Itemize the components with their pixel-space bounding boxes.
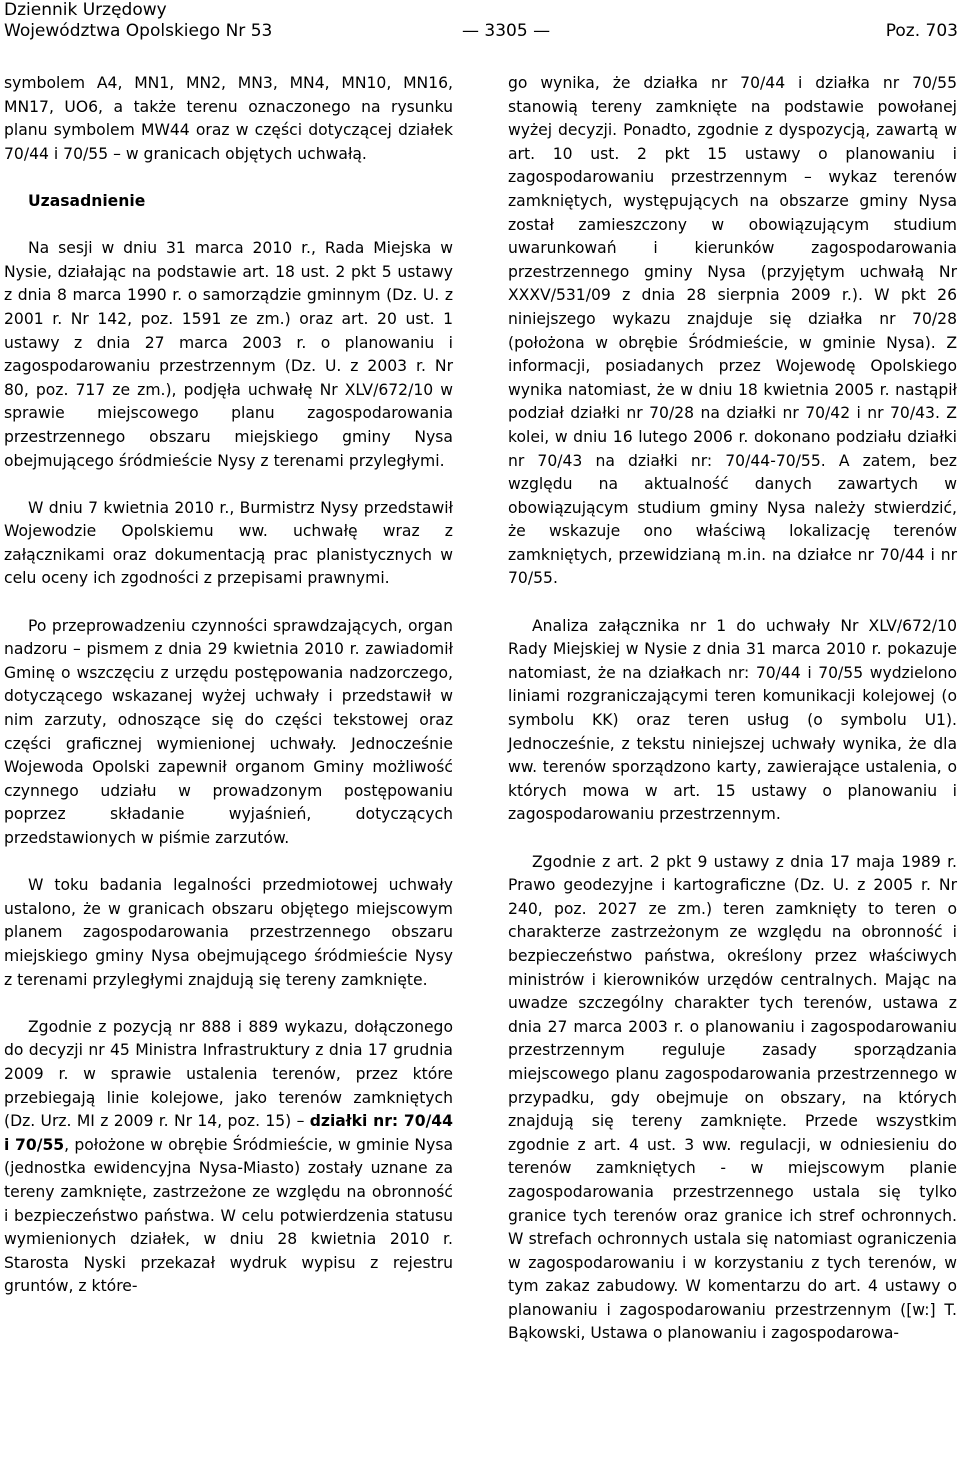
right-column xyxy=(508,72,957,1346)
journal-subtitle: Województwa Opolskiego Nr 53 xyxy=(4,21,273,41)
paragraph xyxy=(4,1016,453,1299)
journal-title: Dziennik Urzędowy xyxy=(4,0,167,20)
paragraph: Zgodnie z art. 2 pkt 9 ustawy z dnia 17 maja 1989 r. Prawo geodezyjne i kartograficzne (Dz. U. z 2005 r. Nr 240, poz. 2027 ze zm.) teren zamknięty to teren o charakterze zastrzeżonym ze względu na obronność i bezpieczeństwo państwa, określony przez właściwych ministrów i kierowników urzędów centralnych. Mając na uwadze szczególny charakter tych terenów, ustawa z dnia 27 marca 2003 r. o planowaniu i zagospodarowaniu przestrzennym reguluje zasady sporządzania miejscowego planu zagospodarowania przestrzennego w przypadku, gdy obejmuje on obszary, na których znajdują się tereny zamknięte. Przede wszystkim zgodnie z art. 4 ust. 3 ww. regulacji, w odniesieniu do terenów zamkniętych - w miejscowym planie zagospodarowania przestrzennego ustala się tylko granice tych terenów oraz granice ich stref ochronnych. W strefach ochronnych ustala się natomiast ograniczenia w zagospodarowaniu i w korzystaniu z tych terenów, w tym zakaz zabudowy. W komentarzu do art. 4 ustawy o planowaniu i zagospodarowaniu przestrzennym ([w:] T. Bąkowski, Ustawa o planowaniu i zagospodarowa- xyxy=(508,852,957,1343)
paragraph: Analiza załącznika nr 1 do uchwały Nr XLV/672/10 Rady Miejskiej w Nysie z dnia 31 marca 2010 r. pokazuje natomiast, że na działkach nr: 70/44 i 70/55 wydzielono liniami rozgraniczającymi teren komunikacji kolejowej (o symbolu KK) oraz teren usług (o symbolu U1). Jednocześnie, z tekstu niniejszej uchwały wynika, że dla ww. terenów sporządzono karty, zawierające ustalenia, o których mowa w art. 15 ustawy o planowaniu i zagospodarowaniu przestrzennym. xyxy=(508,616,957,824)
paragraph: go wynika, że działka nr 70/44 i działka nr 70/55 stanowią tereny zamknięte na podstawie powołanej wyżej decyzji. Ponadto, zgodnie z dyspozycją, zawartą w art. 10 ust. 2 pkt 15 ustawy o planowaniu i zagospodarowaniu przestrzennym – wykaz terenów zamkniętych, występujących na obszarze gminy Nysa został zamieszczony w obowiązującym studium uwarunkowań i kierunków zagospodarowania przestrzennego gminy Nysa (przyjętym uchwałą Nr XXXV/531/09 z dnia 28 sierpnia 2009 r.). W pkt 26 niniejszego wykazu znajduje się działka nr 70/28 (położona w obrębie Śródmieście, w gminie Nysa). Z informacji, posiadanych przez Wojewodę Opolskiego wynika natomiast, że w dniu 18 kwietnia 2005 r. nastąpił podział działki nr 70/28 na działki nr 70/42 i nr 70/43. Z kolei, w dniu 16 lutego 2006 r. dokonano podziału działki nr 70/43 na działki nr: 70/44-70/55. A zatem, bez względu na aktualność danych zawartych w obowiązującym studium gminy Nysa należy stwierdzić, że wskazuje ono właściwą lokalizację terenów zamkniętych, przewidzianą m.in. na działce nr 70/44 i nr 70/55. xyxy=(508,74,957,588)
paragraph: Po przeprowadzeniu czynności sprawdzających, organ nadzoru – pismem z dnia 29 kwietnia 2010 r. zawiadomił Gminę o wszczęciu z urzędu postępowania nadzorczego, dotyczącego wskazanej wyżej uchwały i przedstawił w nim zarzuty, odnoszące się do części tekstowej oraz części graficznej wymienionej uchwały. Jednocześnie Wojewoda Opolski zapewnił organom Gminy możliwość czynnego udziału w prowadzonym postępowaniu poprzez składanie wyjaśnień, dotyczących przedstawionych w piśmie zarzutów. xyxy=(4,616,453,847)
page-header xyxy=(4,0,958,42)
left-column xyxy=(4,72,453,1299)
page-number: — 3305 — xyxy=(462,21,551,41)
paragraph: Na sesji w dniu 31 marca 2010 r., Rada Miejska w Nysie, działając na podstawie art. 18 ust. 2 pkt 5 ustawy z dnia 8 marca 1990 r. o samorządzie gminnym (Dz. U. z 2001 r. Nr 142, poz. 1591 ze zm.) oraz art. 20 ust. 1 ustawy z dnia 27 marca 2003 r. o planowaniu i zagospodarowaniu przestrzennym (Dz. U. z 2003 r. Nr 80, poz. 717 ze zm.), podjęła uchwałę Nr XLV/672/10 w sprawie miejscowego planu zagospodarowania przestrzennego obszaru miejskiego gminy Nysa obejmującego śródmieście Nysy z terenami przyległymi. xyxy=(4,239,453,470)
position-number: Poz. 703 xyxy=(885,21,958,41)
paragraph: symbolem A4, MN1, MN2, MN3, MN4, MN10, MN16, MN17, UO6, a także terenu oznaczonego na rysunku planu symbolem MW44 oraz w części dotyczącej działek 70/44 i 70/55 – w granicach objętych uchwałą. xyxy=(4,74,453,163)
paragraph: W dniu 7 kwietnia 2010 r., Burmistrz Nysy przedstawił Wojewodzie Opolskiemu ww. uchwałę wraz z załącznikami oraz dokumentacją prac planistycznych w celu oceny ich zgodności z przepisami prawnymi. xyxy=(4,498,453,588)
paragraph-text: , położone w obrębie Śródmieście, w gminie Nysa (jednostka ewidencyjna Nysa-Miasto) zostały uznane za tereny zamknięte, zastrzeżone ze względu na obronność i bezpieczeństwo państwa. W celu potwierdzenia statusu wymienionych działek, w dniu 28 kwietnia 2010 r. Starosta Nyski przekazał wydruk wypisu z rejestru gruntów, z które- xyxy=(4,1135,454,1296)
paragraph-text: Zgodnie z pozycją nr 888 i 889 wykazu, dołączonego do decyzji nr 45 Ministra Infrastruktury z dnia 17 grudnia 2009 r. w sprawie ustalenia terenów, przez które przebiegają linie kolejowe, jako terenów zamkniętych (Dz. Urz. MI z 2009 r. Nr 14, poz. 15) – xyxy=(4,1017,453,1131)
bold-parcels: działki nr: 70/44 i 70/55 xyxy=(4,1112,454,1154)
paragraph: W toku badania legalności przedmiotowej uchwały ustalono, że w granicach obszaru objętego miejscowym planem zagospodarowania przestrzennego obszaru miejskiego gminy Nysa obejmującego śródmieście Nysy z terenami przyległymi znajdują się tereny zamknięte. xyxy=(4,876,453,989)
section-heading: Uzasadnienie xyxy=(28,191,146,210)
